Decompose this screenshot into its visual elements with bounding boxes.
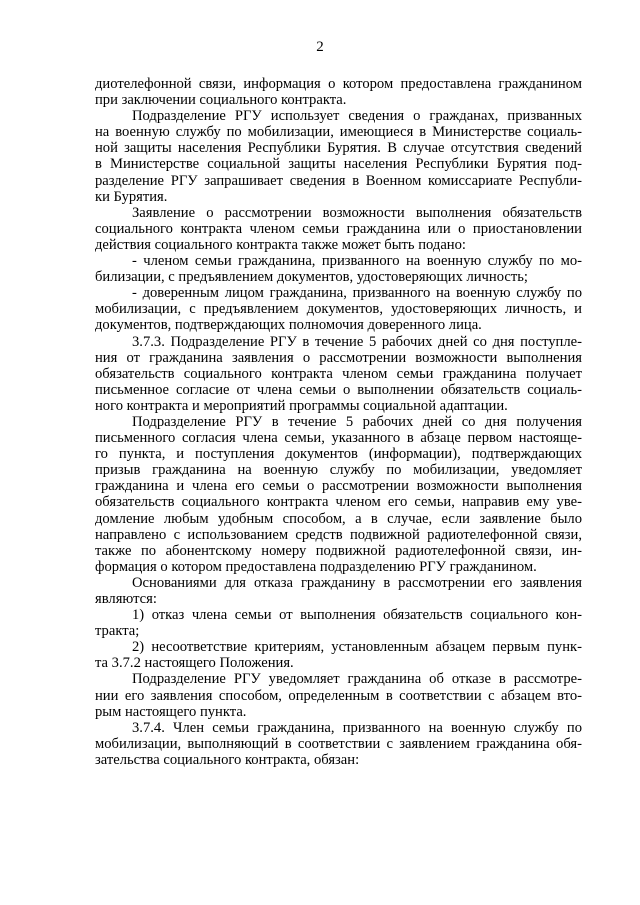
text-line: социального контракта членом семьи гражданина или о приостановлении <box>95 220 582 237</box>
text-line: - доверенным лицом гражданина, призванного на военную службу по <box>132 285 582 302</box>
text-line: диотелефонной связи, информация о котором предоставлена гражданином <box>95 76 582 92</box>
text-line: ния от гражданина заявления о рассмотрении возможности выполнения <box>95 349 582 366</box>
text-line: обязательств социального контракта членом семьи гражданина получает <box>95 365 582 382</box>
page-number: 2 <box>316 39 324 55</box>
text-line: на военную службу по мобилизации, имеющиеся в Министерстве социаль- <box>95 124 582 141</box>
text-line: ной защиты населения Республики Бурятия. В случае отсутствия сведений <box>95 140 582 157</box>
text-line: Подразделение РГУ использует сведения о гражданах, призванных <box>132 108 582 125</box>
text-line: мобилизации, выполняющий в соответствии с заявлением гражданина обя- <box>95 735 582 752</box>
paragraph <box>95 671 582 719</box>
text-line: обязательств социального контракта членом его семьи, направив ему уве- <box>95 494 582 511</box>
text-line: Основаниями для отказа гражданину в рассмотрении его заявления <box>132 574 582 591</box>
text-line: направлено с использованием средств подвижной радиотелефонной связи, <box>95 526 582 543</box>
paragraph <box>95 253 582 285</box>
text-line: - членом семьи гражданина, призванного на военную службу по мо- <box>132 253 582 270</box>
text-line: рым настоящего пункта. <box>95 703 247 720</box>
text-line: при заключении социального контракта. <box>95 92 347 109</box>
text-line: зательства социального контракта, обязан: <box>95 751 360 768</box>
text-line: 1) отказ члена семьи от выполнения обязательств социального кон- <box>132 607 582 624</box>
paragraph <box>95 108 582 205</box>
paragraph <box>95 575 582 607</box>
paragraph <box>95 205 582 253</box>
text-line: тракта; <box>95 623 140 640</box>
text-line: 2) несоответствие критериям, установленным абзацем первым пунк- <box>132 639 582 656</box>
text-line: мобилизации, с предъявлением документов, удостоверяющих личность, и <box>95 301 582 318</box>
text-line: письменное согласие от члена семьи о выполнении обязательств социаль- <box>95 381 582 398</box>
text-line: призыв гражданина на военную службу по мобилизации, уведомляет <box>95 462 582 479</box>
text-line: также по абонентскому номеру подвижной радиотелефонной связи, ин- <box>95 542 582 559</box>
text-line: Подразделение РГУ уведомляет гражданина об отказе в рассмотре- <box>132 671 582 688</box>
paragraph <box>95 720 582 768</box>
text-line: билизации, с предъявлением документов, удостоверяющих личность; <box>95 269 528 286</box>
paragraph <box>95 334 582 414</box>
paragraph <box>95 285 582 333</box>
text-line: письменного согласия члена семьи, указанного в абзаце первом настояще- <box>95 430 582 447</box>
text-line: Подразделение РГУ в течение 5 рабочих дней со дня получения <box>132 413 582 430</box>
paragraph <box>95 607 582 639</box>
text-line: действия социального контракта также может быть подано: <box>95 236 466 253</box>
paragraph <box>95 639 582 671</box>
text-line: являются: <box>95 591 157 607</box>
text-line: разделение РГУ запрашивает сведения в Военном комиссариате Республи- <box>95 172 582 189</box>
paragraph <box>95 414 582 575</box>
text-line: документов, подтверждающих полномочия доверенного лица. <box>95 317 482 334</box>
text-line: ки Бурятия. <box>95 188 168 205</box>
text-line: в Министерстве социальной защиты населения Республики Бурятия под- <box>95 156 582 173</box>
text-line: го пункта, и поступления документов (информации), подтверждающих <box>95 446 582 463</box>
text-line: та 3.7.2 настоящего Положения. <box>95 655 294 672</box>
text-line: домление любым удобным способом, а в случае, если заявление было <box>95 510 582 527</box>
paragraph <box>95 76 582 108</box>
document-body <box>95 76 582 768</box>
text-line: формация о котором предоставлена подразделению РГУ гражданином. <box>95 558 537 575</box>
text-line: ного контракта и мероприятий программы социальной адаптации. <box>95 397 508 414</box>
text-line: 3.7.4. Член семьи гражданина, призванного на военную службу по <box>132 719 582 736</box>
text-line: Заявление о рассмотрении возможности выполнения обязательств <box>132 204 582 221</box>
text-line: нии его заявления способом, определенным в соответствии с абзацем вто- <box>95 687 582 704</box>
text-line: гражданина и члена его семьи о рассмотрении возможности выполнения <box>95 478 582 495</box>
text-line: 3.7.3. Подразделение РГУ в течение 5 рабочих дней со дня поступле- <box>132 333 582 350</box>
